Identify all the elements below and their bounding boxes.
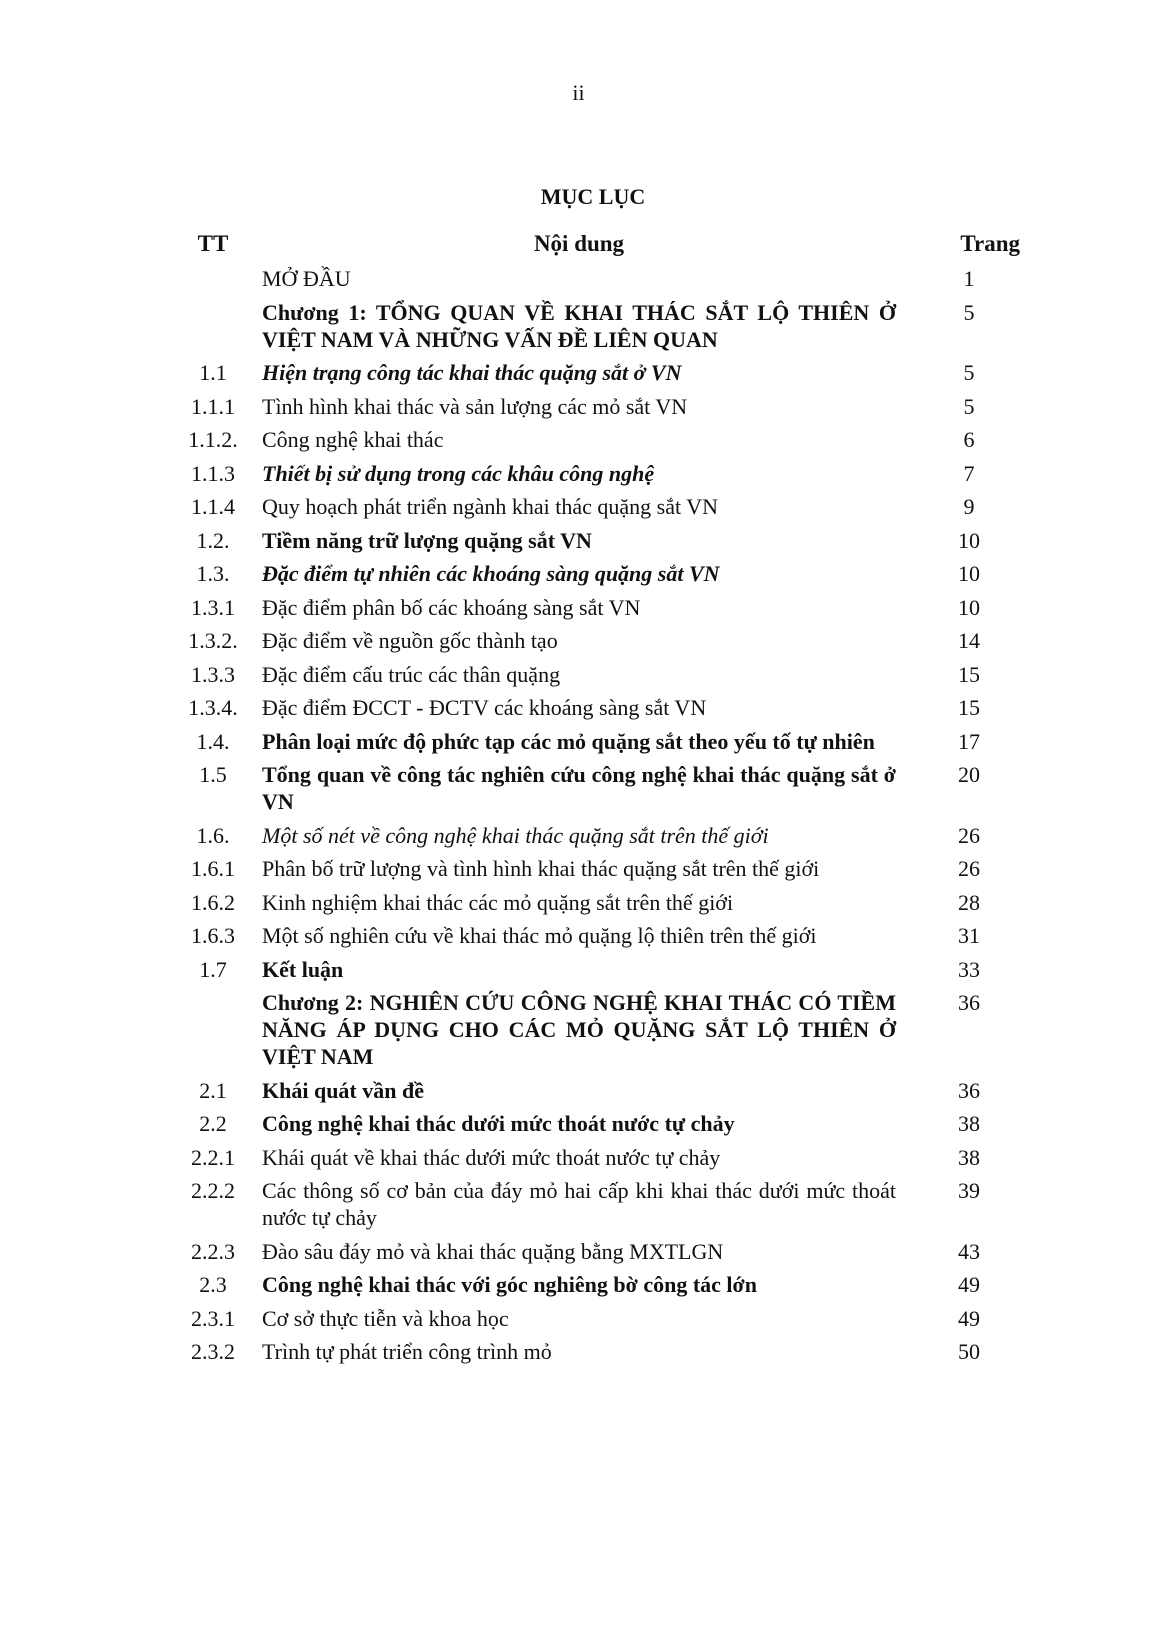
- toc-entry[interactable]: [180, 262, 1020, 296]
- entry-page: 20: [958, 762, 980, 787]
- entry-page: 17: [958, 728, 980, 754]
- entry-page: 10: [958, 561, 980, 586]
- entry-title: Một số nghiên cứu về khai thác mỏ quặng lộ thiên trên thế giới: [262, 923, 817, 948]
- entry-number: 1.3.3: [191, 661, 235, 687]
- entry-title: Đặc điểm về nguồn gốc thành tạo: [262, 628, 558, 653]
- entry-page: 1: [963, 266, 975, 291]
- entry-title: Tình hình khai thác và sản lượng các mỏ sắt VN: [262, 393, 688, 419]
- entry-title: Cơ sở thực tiễn và khoa học: [262, 1305, 509, 1331]
- toc-entry[interactable]: [180, 1074, 1020, 1108]
- entry-number: 2.3.2: [191, 1339, 235, 1364]
- entry-number: 2.3.1: [191, 1305, 235, 1331]
- toc-entry[interactable]: [180, 1174, 1020, 1235]
- toc-entry[interactable]: [180, 953, 1020, 987]
- header-page: Trang: [960, 231, 1020, 256]
- entry-number: 2.2.2: [191, 1178, 235, 1203]
- entry-page: 26: [958, 822, 980, 848]
- toc-entry[interactable]: [180, 1141, 1020, 1175]
- entry-page: 33: [958, 956, 980, 982]
- toc-entry[interactable]: [180, 457, 1020, 491]
- toc-entry[interactable]: [180, 1268, 1020, 1302]
- entry-title: Trình tự phát triển công trình mỏ: [262, 1339, 552, 1364]
- entry-number: 1.1.4: [191, 494, 235, 519]
- entry-page: 10: [958, 594, 980, 620]
- entry-page: 15: [958, 695, 980, 720]
- entry-number: 1.5: [199, 762, 227, 787]
- entry-number: 1.6.: [196, 822, 230, 848]
- entry-title: Hiện trạng công tác khai thác quặng sắt ở VN: [262, 360, 682, 385]
- entry-page: 6: [963, 427, 975, 452]
- entry-title: MỞ ĐẦU: [262, 266, 351, 291]
- entry-page: 31: [958, 923, 980, 948]
- entry-number: 1.1: [199, 360, 227, 385]
- header-tt: TT: [197, 231, 229, 256]
- entry-page: 38: [958, 1144, 980, 1170]
- table-of-contents: [180, 226, 1020, 1369]
- entry-page: 15: [958, 661, 980, 687]
- entry-title: Đặc điểm phân bố các khoáng sàng sắt VN: [262, 594, 641, 620]
- entry-number: [180, 299, 246, 353]
- entry-page: 36: [958, 1077, 980, 1103]
- entry-page: 39: [958, 1178, 980, 1203]
- entry-title: Một số nét về công nghệ khai thác quặng sắt trên thế giới: [262, 822, 769, 848]
- entry-page: 5: [963, 393, 975, 419]
- entry-number: 2.2: [199, 1111, 227, 1136]
- entry-number: 1.3.2.: [188, 628, 238, 653]
- entry-number: 2.3: [199, 1272, 227, 1297]
- entry-title: Đào sâu đáy mỏ và khai thác quặng bằng MXTLGN: [262, 1238, 724, 1264]
- entry-title: Đặc điểm cấu trúc các thân quặng: [262, 661, 561, 687]
- toc-entry[interactable]: [180, 390, 1020, 424]
- entry-number: 1.6.1: [191, 856, 235, 881]
- toc-entry[interactable]: [180, 1235, 1020, 1269]
- entry-page: 7: [963, 460, 975, 486]
- entry-number: 2.2.1: [191, 1144, 235, 1170]
- entry-title: Công nghệ khai thác dưới mức thoát nước tự chảy: [262, 1111, 735, 1136]
- entry-page: 26: [958, 856, 980, 881]
- entry-title: Phân loại mức độ phức tạp các mỏ quặng sắt theo yếu tố tự nhiên: [262, 728, 875, 754]
- toc-entry[interactable]: [180, 591, 1020, 625]
- entry-number: 1.1.1: [191, 393, 235, 419]
- toc-title: MỤC LỤC: [540, 184, 646, 209]
- entry-page: 49: [958, 1305, 980, 1331]
- entry-page: 9: [963, 494, 975, 519]
- entry-number: [180, 265, 246, 292]
- toc-entry[interactable]: [180, 1302, 1020, 1336]
- toc-entry[interactable]: [180, 624, 1020, 658]
- entry-title: Công nghệ khai thác với góc nghiêng bờ công tác lớn: [262, 1272, 757, 1297]
- page-number: ii: [572, 80, 585, 105]
- entry-title: Chương 1: TỔNG QUAN VỀ KHAI THÁC SẮT LỘ THIÊN Ở VIỆT NAM VÀ NHỮNG VẤN ĐỀ LIÊN QUAN: [262, 299, 896, 352]
- entry-page: 43: [958, 1238, 980, 1264]
- entry-page: 28: [958, 889, 980, 915]
- entry-number: 2.2.3: [191, 1238, 235, 1264]
- toc-entry[interactable]: [180, 886, 1020, 920]
- toc-entry[interactable]: [180, 986, 1020, 1074]
- toc-entry[interactable]: [180, 819, 1020, 853]
- entry-number: [180, 989, 246, 1070]
- entry-title: Kết luận: [262, 956, 344, 982]
- entry-page: 38: [958, 1111, 980, 1136]
- toc-entry[interactable]: [180, 852, 1020, 886]
- entry-number: 1.4.: [196, 728, 230, 754]
- toc-entry[interactable]: [180, 691, 1020, 725]
- entry-page: 50: [958, 1339, 980, 1364]
- entry-title: Kinh nghiệm khai thác các mỏ quặng sắt trên thế giới: [262, 889, 734, 915]
- entry-number: 1.1.2.: [188, 427, 238, 452]
- entry-number: 1.3.4.: [188, 695, 238, 720]
- entry-title: Các thông số cơ bản của đáy mỏ hai cấp khi khai thác dưới mức thoát nước tự chảy: [262, 1178, 896, 1230]
- toc-entry[interactable]: [180, 557, 1020, 591]
- entry-title: Công nghệ khai thác: [262, 427, 444, 452]
- toc-entry[interactable]: [180, 1335, 1020, 1369]
- entry-page: 5: [963, 299, 975, 325]
- toc-entry[interactable]: [180, 758, 1020, 819]
- toc-entry[interactable]: [180, 919, 1020, 953]
- toc-entry[interactable]: [180, 296, 1020, 357]
- toc-entry[interactable]: [180, 1107, 1020, 1141]
- entry-title: Chương 2: NGHIÊN CỨU CÔNG NGHỆ KHAI THÁC CÓ TIỀM NĂNG ÁP DỤNG CHO CÁC MỎ QUẶNG SẮT LỘ THIÊN Ở VIỆT NAM: [262, 990, 896, 1069]
- toc-entry[interactable]: [180, 725, 1020, 759]
- entry-page: 14: [958, 628, 980, 653]
- entry-title: Phân bố trữ lượng và tình hình khai thác quặng sắt trên thế giới: [262, 856, 820, 881]
- entry-number: 1.3.1: [191, 594, 235, 620]
- entry-title: Khái quát về khai thác dưới mức thoát nước tự chảy: [262, 1144, 721, 1170]
- entry-page: 5: [963, 360, 975, 385]
- entry-page: 36: [958, 990, 980, 1015]
- toc-entry[interactable]: [180, 356, 1020, 390]
- entry-title: Tổng quan về công tác nghiên cứu công nghệ khai thác quặng sắt ở VN: [262, 762, 896, 814]
- toc-entry[interactable]: [180, 490, 1020, 524]
- entry-number: 1.7: [199, 956, 227, 982]
- toc-entry[interactable]: [180, 423, 1020, 457]
- header-content: Nội dung: [533, 231, 625, 256]
- entry-page: 10: [958, 527, 980, 553]
- toc-rows: [180, 262, 1020, 1369]
- entry-title: Khái quát vần đề: [262, 1077, 424, 1103]
- entry-number: 1.2.: [196, 527, 230, 553]
- entry-title: Đặc điểm ĐCCT - ĐCTV các khoáng sàng sắt VN: [262, 695, 707, 720]
- toc-header-row: [180, 226, 1020, 262]
- toc-entry[interactable]: [180, 658, 1020, 692]
- entry-number: 1.1.3: [191, 460, 235, 486]
- entry-title: Đặc điểm tự nhiên các khoáng sàng quặng sắt VN: [262, 561, 720, 586]
- entry-title: Thiết bị sử dụng trong các khâu công nghệ: [262, 460, 655, 486]
- entry-number: 1.3.: [196, 561, 230, 586]
- entry-number: 2.1: [199, 1077, 227, 1103]
- entry-title: Quy hoạch phát triển ngành khai thác quặng sắt VN: [262, 494, 718, 519]
- toc-entry[interactable]: [180, 524, 1020, 558]
- entry-number: 1.6.2: [191, 889, 235, 915]
- entry-title: Tiềm năng trữ lượng quặng sắt VN: [262, 527, 592, 553]
- entry-number: 1.6.3: [191, 923, 235, 948]
- entry-page: 49: [958, 1272, 980, 1297]
